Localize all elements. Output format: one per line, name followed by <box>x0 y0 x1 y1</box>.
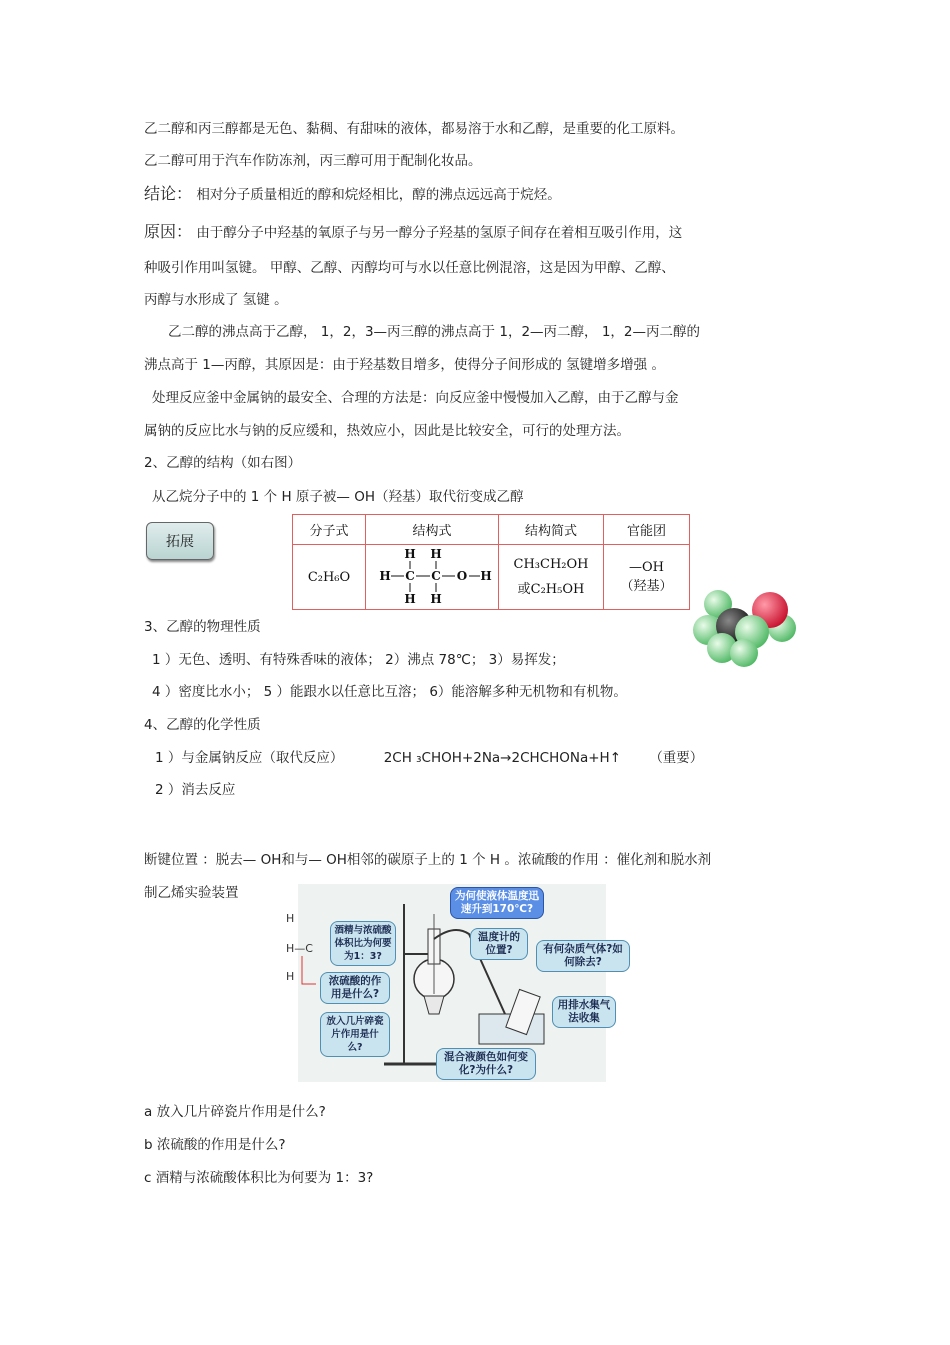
svg-text:C: C <box>405 569 415 583</box>
conclusion-text: 相对分子质量相近的醇和烷烃相比，醇的沸点远远高于烷烃。 <box>196 187 561 203</box>
structural-formula-diagram <box>368 545 496 605</box>
sodium-reaction-equation: 2CH ₃CHOH+2Na→2CHCHONa+H↑ <box>383 750 622 766</box>
paragraph-2: 乙二醇可用于汽车作防冻剂，丙三醇可用于配制化妆品。 <box>144 153 482 169</box>
question-b: b 浓硫酸的作用是什么? <box>144 1137 286 1153</box>
svg-text:H—C: H—C <box>286 942 313 955</box>
section-2-text: 从乙烷分子中的 1 个 H 原子被— OH（羟基）取代衍变成乙醇 <box>152 489 524 505</box>
structural-formula <box>366 545 499 610</box>
question-c: c 酒精与浓硫酸体积比为何要为 1：3? <box>144 1170 374 1186</box>
bond-breaking-line: 断键位置 ：脱去— OH和与— OH相邻的碳原子上的 1 个 H 。浓硫酸的作用 ：催化剂和脱水剂 <box>144 852 712 868</box>
question-a: a 放入几片碎瓷片作用是什么? <box>144 1104 326 1120</box>
paragraph-7: 乙二醇的沸点高于乙醇， 1，2，3—丙三醇的沸点高于 1，2—丙二醇， 1，2—丙二醇的 <box>168 324 700 340</box>
svg-text:H: H <box>286 912 295 925</box>
section-4-line-1 <box>155 749 703 767</box>
paragraph-1: 乙二醇和丙三醇都是无色、黏稠、有甜味的液体，都易溶于水和乙醇，是重要的化工原料。 <box>144 121 684 137</box>
simple-formula-1: CH₃CH₂OH <box>513 557 589 572</box>
header-group: 官能团 <box>604 515 690 545</box>
simple-formula-2: 或C₂H₅OH <box>517 582 585 597</box>
reason-text: 由于醇分子中羟基的氧原子与另一醇分子羟基的氢原子间存在着相互吸引作用，这 <box>196 225 683 241</box>
svg-text:H: H <box>480 569 492 583</box>
conclusion-line <box>144 185 561 204</box>
ethanol-structure-table <box>292 514 690 610</box>
bubble-water-collection: 用排水集气法收集 <box>552 996 616 1028</box>
molecular-formula: C₂H₆O <box>293 545 366 610</box>
ethylene-apparatus-figure <box>284 884 623 1084</box>
bubble-sulfuric-acid: 浓硫酸的作用是什么? <box>320 972 390 1004</box>
section-3-line-2: 4 ）密度比水小； 5 ）能跟水以任意比互溶； 6）能溶解多种无机物和有机物。 <box>152 684 627 700</box>
expand-button[interactable]: 拓展 <box>146 522 214 560</box>
bubble-impurity-gas: 有何杂质气体?如何除去? <box>536 940 630 972</box>
bubble-color-change: 混合液颜色如何变化?为什么? <box>436 1048 536 1080</box>
svg-text:O: O <box>456 569 468 583</box>
reason-line <box>144 223 682 242</box>
paragraph-5: 种吸引作用叫氢键。 甲醇、乙醇、丙醇均可与水以任意比例混溶，这是因为甲醇、乙醇、 <box>144 260 675 276</box>
svg-text:H: H <box>404 547 416 561</box>
section-4-line-2: 2 ）消去反应 <box>155 782 236 798</box>
header-structure: 结构式 <box>366 515 499 545</box>
ethanol-ball-model-image <box>690 590 800 670</box>
functional-group-2: （羟基） <box>620 579 673 594</box>
svg-text:H: H <box>286 970 295 983</box>
svg-text:H: H <box>379 569 391 583</box>
svg-text:H: H <box>430 592 442 605</box>
svg-text:H: H <box>430 547 442 561</box>
simple-formula <box>499 545 604 610</box>
svg-text:H: H <box>404 592 416 605</box>
header-simple: 结构简式 <box>499 515 604 545</box>
bubble-volume-ratio: 酒精与浓硫酸体积比为何要为1：3? <box>330 921 396 966</box>
conclusion-label: 结论： <box>144 184 193 203</box>
sodium-reaction-label: 1 ）与金属钠反应（取代反应） <box>155 750 344 766</box>
section-2-heading: 2、乙醇的结构（如右图） <box>144 455 302 471</box>
reason-label: 原因： <box>144 222 193 241</box>
paragraph-9: 处理反应釜中金属钠的最安全、合理的方法是：向反应釜中慢慢加入乙醇，由于乙醇与金 <box>152 390 679 406</box>
paragraph-10: 属钠的反应比水与钠的反应缓和，热效应小，因此是比较安全，可行的处理方法。 <box>144 423 630 439</box>
bubble-porcelain: 放入几片碎瓷片作用是什么? <box>320 1012 390 1057</box>
important-note: （重要） <box>649 750 704 766</box>
bubble-thermometer: 温度计的位置? <box>470 928 528 960</box>
section-3-line-1: 1 ）无色、透明、有特殊香味的液体； 2）沸点 78℃； 3）易挥发； <box>152 652 565 668</box>
section-3-heading: 3、乙醇的物理性质 <box>144 619 261 635</box>
header-formula: 分子式 <box>293 515 366 545</box>
paragraph-8: 沸点高于 1—丙醇，其原因是：由于羟基数目增多，使得分子间形成的 氢键增多增强 。 <box>144 357 665 373</box>
apparatus-heading: 制乙烯实验装置 <box>144 885 239 901</box>
functional-group-1: —OH <box>629 560 664 575</box>
paragraph-6: 丙醇与水形成了 氢键 。 <box>144 292 288 308</box>
functional-group <box>604 545 690 610</box>
bubble-temperature: 为何使液体温度迅速升到170℃? <box>450 887 544 919</box>
section-4-heading: 4、乙醇的化学性质 <box>144 717 261 733</box>
svg-text:C: C <box>431 569 441 583</box>
